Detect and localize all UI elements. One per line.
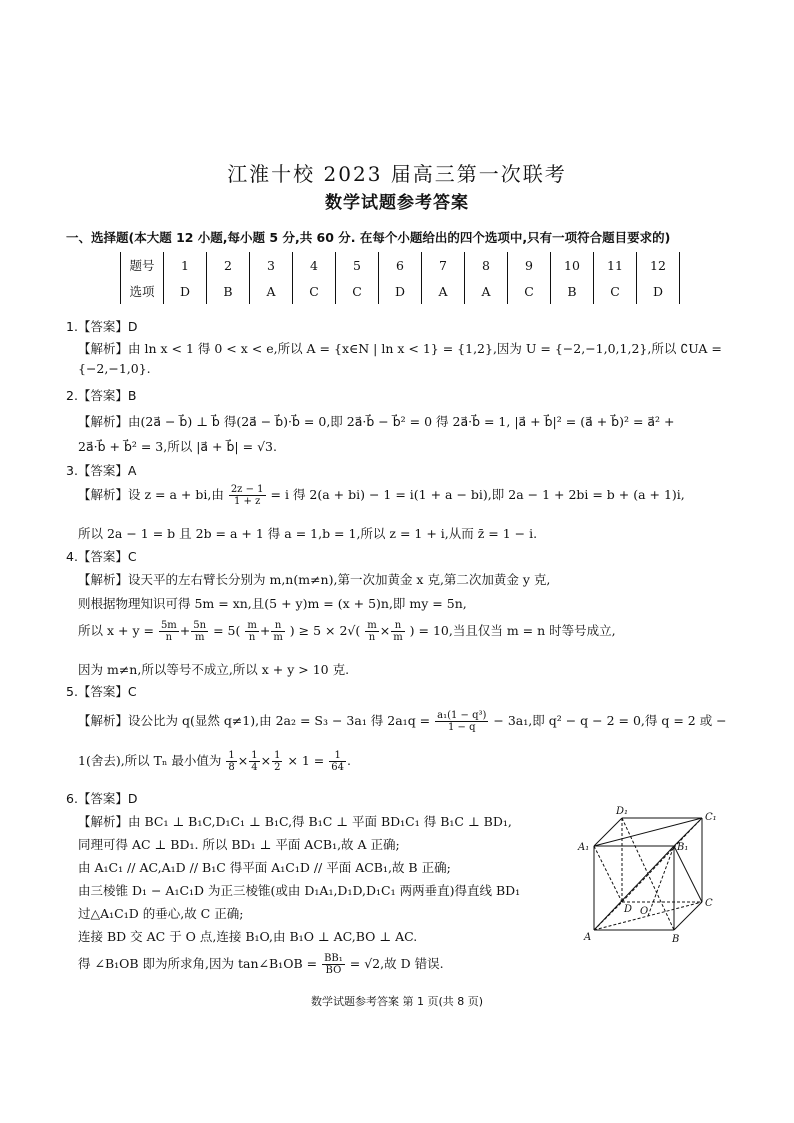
q3-frac-den: 1 + z <box>233 496 261 507</box>
frac-num: n <box>391 620 404 632</box>
q4-explain-4: 因为 m≠n,所以等号不成立,所以 x + y > 10 克. <box>78 662 350 677</box>
edge-a1d1 <box>594 818 622 846</box>
table-cell: A <box>250 278 293 304</box>
label-b1: B₁ <box>677 842 689 853</box>
q5-explain-2: 1(舍去),所以 Tₙ 最小值为 $\frac{1}{8}$ × $\frac{1}{4}$ × $\frac{1}{2}$ × 1 = $\frac{1}{64}$ . <box>78 750 351 773</box>
q6-explain-3: 由 A₁C₁ // AC,A₁D // B₁C 得平面 A₁C₁D // 平面 ACB₁,故 B 正确; <box>78 860 451 875</box>
q5-text-a: 【解析】设公比为 q(显然 q≠1),由 2a₂ = S₃ − 3a₁ 得 2a₁q = <box>78 713 431 728</box>
frac-den: n <box>368 632 376 643</box>
q6-text-b: = √2,故 D 错误. <box>349 956 444 971</box>
frac-num: 5n <box>193 620 207 631</box>
frac-num: m <box>367 620 377 631</box>
q4-answer: 4.【答案】C <box>66 549 137 564</box>
q4-frac-3 <box>245 620 258 643</box>
table-cell: 5 <box>336 252 379 278</box>
table-cell: C <box>508 278 551 304</box>
q5-text-c: 1(舍去),所以 Tₙ 最小值为 <box>78 753 222 768</box>
frac-den: 2 <box>274 762 281 773</box>
table-cell: 11 <box>594 252 637 278</box>
label-a1: A₁ <box>578 842 590 853</box>
q6-explain-7 <box>78 953 444 976</box>
frac-num: 1 <box>251 750 258 761</box>
table-cell: 1 <box>164 252 207 278</box>
q4-explain-3: 所以 x + y = $\frac{5m}{n}$ + $\frac{5n}{m}$ = 5( $\frac{m}{n}$ + $\frac{n}{m}$ ) ≥ 5 × 2√( $\frac{m}{n}$ × $\frac{n}{m}$ ) = 10,当且仅当 m = n 时等号成立, <box>78 620 616 643</box>
label-o: O <box>640 906 649 917</box>
q5-frac-e <box>329 750 346 773</box>
cube-figure <box>572 802 722 947</box>
table-cell: D <box>379 278 422 304</box>
frac-den: 4 <box>251 762 258 773</box>
label-b: B <box>672 934 680 945</box>
table-cell: A <box>465 278 508 304</box>
table-cell: C <box>336 278 379 304</box>
frac-num: 1 <box>329 750 346 762</box>
q6-explain-2: 同理可得 AC ⊥ BD₁. 所以 BD₁ ⊥ 平面 ACB₁,故 A 正确; <box>78 837 400 852</box>
q5-answer: 5.【答案】C <box>66 684 137 699</box>
frac-num: n <box>271 620 284 632</box>
q5-fraction <box>435 710 488 733</box>
q4-explain-1: 【解析】设天平的左右臂长分别为 m,n(m≠n),第一次加黄金 x 克,第二次加黄金 y 克, <box>78 572 551 587</box>
label-c: C <box>705 898 713 909</box>
diag-ab1 <box>594 846 674 930</box>
table-cell: B <box>551 278 594 304</box>
frac-den: m <box>273 632 283 643</box>
frac-den: m <box>393 632 403 643</box>
table-cell: 6 <box>379 252 422 278</box>
seg-ob1 <box>648 846 674 916</box>
label-a: A <box>584 932 592 943</box>
q4-frac-3b <box>365 620 378 643</box>
table-cell: 3 <box>250 252 293 278</box>
frac-num: 1 <box>228 750 235 761</box>
q4-frac-4 <box>271 620 284 643</box>
doc-title: 江淮十校 2023 届高三第一次联考 <box>227 162 567 186</box>
frac-den: m <box>194 632 205 643</box>
q4-frac-4b <box>391 620 404 643</box>
table-cell: 4 <box>293 252 336 278</box>
q3-frac-num: 2z − 1 <box>230 484 264 495</box>
frac-den: BO <box>325 965 342 976</box>
table-row <box>121 278 680 304</box>
row-label-option: 选项 <box>121 278 164 304</box>
table-cell: C <box>293 278 336 304</box>
page-footer: 数学试题参考答案 第 1 页(共 8 页) <box>310 995 484 1008</box>
q6-text-a: 得 ∠B₁OB 即为所求角,因为 tan∠B₁OB = <box>78 956 318 971</box>
table-cell: C <box>594 278 637 304</box>
label-d: D <box>624 904 633 915</box>
answer-table <box>120 252 680 304</box>
frac-num: BB₁ <box>324 953 343 964</box>
section-heading: 一、选择题(本大题 12 小题,每小题 5 分,共 60 分. 在每个小题给出的四个选项中,只有一项符合题目要求的) <box>66 230 671 245</box>
frac-num: a₁(1 − q³) <box>437 710 487 721</box>
q3-explain-2: 所以 2a − 1 = b 且 2b = a + 1 得 a = 1,b = 1,所以 z = 1 + i,从而 z̄ = 1 − i. <box>78 526 538 541</box>
q1-explain-2: {−2,−1,0}. <box>78 361 151 376</box>
q3-answer: 3.【答案】A <box>66 463 137 478</box>
q3-fraction <box>229 484 266 507</box>
q6-explain-5: 过△A₁C₁D 的垂心,故 C 正确; <box>78 906 244 921</box>
frac-num: 5m <box>160 620 177 631</box>
q6-explain-6: 连接 BD 交 AC 于 O 点,连接 B₁O,由 B₁O ⊥ AC,BO ⊥ AC. <box>78 929 418 944</box>
row-label-number: 题号 <box>121 252 164 278</box>
q4-text-d: ) = 10,当且仅当 m = n 时等号成立, <box>409 623 616 638</box>
label-d1: D₁ <box>616 806 629 817</box>
frac-num: 1 <box>274 750 281 761</box>
table-cell: D <box>164 278 207 304</box>
q6-explain-1: 【解析】由 BC₁ ⊥ B₁C,D₁C₁ ⊥ B₁C,得 B₁C ⊥ 平面 BD₁C₁ 得 B₁C ⊥ BD₁, <box>78 814 512 829</box>
q6-explain-4: 由三棱锥 D₁ − A₁C₁D 为正三棱锥(或由 D₁A₁,D₁D,D₁C₁ 两两垂直)得直线 BD₁ <box>78 883 521 898</box>
q5-text-b: − 3a₁,即 q² − q − 2 = 0,得 q = 2 或 − <box>493 713 727 728</box>
frac-den: n <box>165 632 173 643</box>
q5-frac-a <box>226 750 236 773</box>
table-cell: B <box>207 278 250 304</box>
q1-answer: 1.【答案】D <box>66 319 138 334</box>
label-c1: C₁ <box>705 812 717 823</box>
frac-den: 8 <box>228 762 235 773</box>
q1-explain-1: 【解析】由 ln x < 1 得 0 < x < e,所以 A = {x∈N | ln x < 1} = {1,2},因为 U = {−2,−1,0,1,2},所以 ∁UA = <box>78 341 722 356</box>
table-cell: D <box>637 278 680 304</box>
table-cell: 10 <box>551 252 594 278</box>
q6-answer: 6.【答案】D <box>66 791 138 806</box>
q4-frac-2 <box>191 620 208 643</box>
q2-explain-2: 2a⃗·b⃗ + b⃗² = 3,所以 |a⃗ + b⃗| = √3. <box>78 439 277 454</box>
q4-text-c: ) ≥ 5 × 2√( <box>289 623 361 638</box>
frac-den: 64 <box>331 762 345 773</box>
q4-text-a: 所以 x + y = <box>78 623 154 638</box>
diag-a1d <box>594 846 622 902</box>
table-cell: 8 <box>465 252 508 278</box>
q5-frac-b <box>249 750 259 773</box>
q6-fraction <box>322 953 345 976</box>
q4-explain-2: 则根据物理知识可得 5m = xn,且(5 + y)m = (x + 5)n,即 my = 5n, <box>78 596 467 611</box>
table-cell: 2 <box>207 252 250 278</box>
table-cell: 9 <box>508 252 551 278</box>
q5-explain-1 <box>78 710 727 733</box>
table-cell: 7 <box>422 252 465 278</box>
q4-frac-1 <box>159 620 179 643</box>
q2-answer: 2.【答案】B <box>66 388 137 403</box>
frac-num: m <box>247 620 257 631</box>
q5-frac-c <box>272 750 282 773</box>
table-cell: A <box>422 278 465 304</box>
table-row <box>121 252 680 278</box>
q3-explain-1 <box>78 484 685 507</box>
q4-text-b: = 5( <box>213 623 241 638</box>
table-cell: 12 <box>637 252 680 278</box>
frac-den: 1 − q <box>448 722 476 733</box>
q2-explain-1: 【解析】由(2a⃗ − b⃗) ⊥ b⃗ 得(2a⃗ − b⃗)·b⃗ = 0,即 2a⃗·b⃗ − b⃗² = 0 得 2a⃗·b⃗ = 1, |a⃗ + b⃗|² = (a⃗ + b⃗)² = a⃗² + <box>78 414 675 429</box>
frac-den: n <box>248 632 256 643</box>
q3-text-b: = i 得 2(a + bi) − 1 = i(1 + a − bi),即 2a − 1 + 2bi = b + (a + 1)i, <box>270 487 685 502</box>
doc-subtitle: 数学试题参考答案 <box>325 193 469 213</box>
edge-bc <box>674 902 702 930</box>
q3-text-a: 【解析】设 z = a + bi,由 <box>78 487 224 502</box>
q5-text-d: × 1 = <box>287 753 325 768</box>
diag-b1c <box>674 846 702 902</box>
